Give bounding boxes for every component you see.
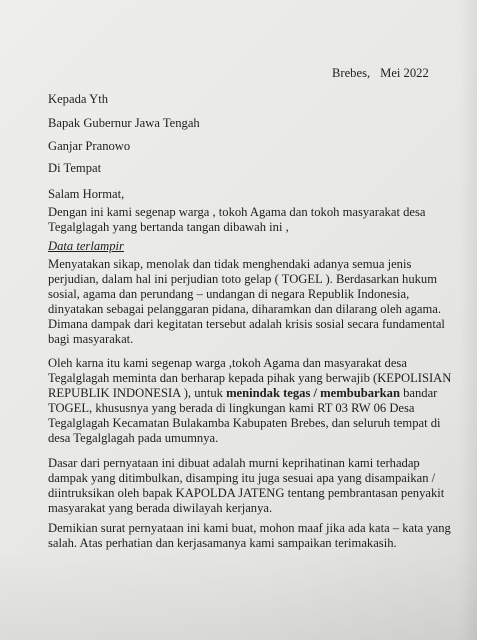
recipient-line: Ganjar Pranowo xyxy=(48,139,131,153)
paragraph-1-line: perjudian, dalam hal ini perjudian toto gelap ( TOGEL ). Berdasarkan hukum xyxy=(48,272,438,286)
paragraph-2-line: Oleh karna itu kami segenap warga ,tokoh Agama dan masyarakat desa xyxy=(48,356,407,370)
paragraph-2-line: Tegalglagah meminta dan berharap kepada pihak yang berwajib (KEPOLISIAN xyxy=(48,371,452,385)
paragraph-1-line: sosial, agama dan perundang – undangan di negara Republik Indonesia, xyxy=(48,287,410,301)
intro-line: Dengan ini kami segenap warga , tokoh Agama dan tokoh masyarakat desa xyxy=(48,205,426,219)
recipient-line: Kepada Yth xyxy=(48,92,109,106)
paragraph-1-line: Menyatakan sikap, menolak dan tidak menghendaki adanya semua jenis xyxy=(48,257,412,271)
recipient-line: Bapak Gubernur Jawa Tengah xyxy=(48,116,200,130)
paragraph-2-text: bandar xyxy=(399,386,438,400)
salutation: Salam Hormat, xyxy=(48,187,125,201)
paragraph-2-line: Tegalglagah Kecamatan Bulakamba Kabupaten Brebes, dan seluruh tempat di xyxy=(48,416,441,430)
letter-month-year: Mei 2022 xyxy=(380,66,429,80)
paragraph-3-line: diintruksikan oleh bapak KAPOLDA JATENG tentang pembrantasan penyakit xyxy=(48,486,445,500)
letter-place: Brebes, xyxy=(332,66,371,80)
intro-line: Tegalglagah yang bertanda tangan dibawah ini , xyxy=(48,220,289,234)
paragraph-1-line: bagi masyarakat. xyxy=(48,332,134,346)
paragraph-2-line: TOGEL, khususnya yang berada di lingkungan kami RT 03 RW 06 Desa xyxy=(48,401,415,415)
paragraph-2-line xyxy=(48,386,437,401)
paragraph-4-line: Demikian surat pernyataan ini kami buat, mohon maaf jika ada kata – kata yang xyxy=(48,521,451,535)
paragraph-3-line: Dasar dari pernyataan ini dibuat adalah murni keprihatinan kami terhadap xyxy=(48,456,420,470)
paragraph-2-emphasis: menindak tegas / membubarkan xyxy=(226,386,400,400)
paragraph-1-line: Dimana dampak dari kegitatan tersebut adalah krisis sosial secara fundamental xyxy=(48,317,445,331)
paragraph-2-line: desa Tegalglagah pada umumnya. xyxy=(48,431,219,445)
attachment-note: Data terlampir xyxy=(48,239,124,253)
recipient-line: Di Tempat xyxy=(48,161,102,175)
paragraph-3-line: masyarakat yang berada diwilayah kerjanya. xyxy=(48,501,273,515)
paragraph-3-line: dampak yang ditimbulkan, disamping itu juga sesuai apa yang disampaikan / xyxy=(48,471,436,485)
letter-date xyxy=(332,66,429,81)
paragraph-1-line: dinyatakan sebagai pelanggaran pidana, diharamkan dan dilarang oleh agama. xyxy=(48,302,442,316)
page-bottom-shade xyxy=(0,550,477,640)
paragraph-2-text: REPUBLIK INDONESIA ), untuk xyxy=(48,386,227,400)
paragraph-4-line: salah. Atas perhatian dan kerjasamanya kami sampaikan terimakasih. xyxy=(48,536,397,550)
page-edge-shadow xyxy=(459,0,477,640)
